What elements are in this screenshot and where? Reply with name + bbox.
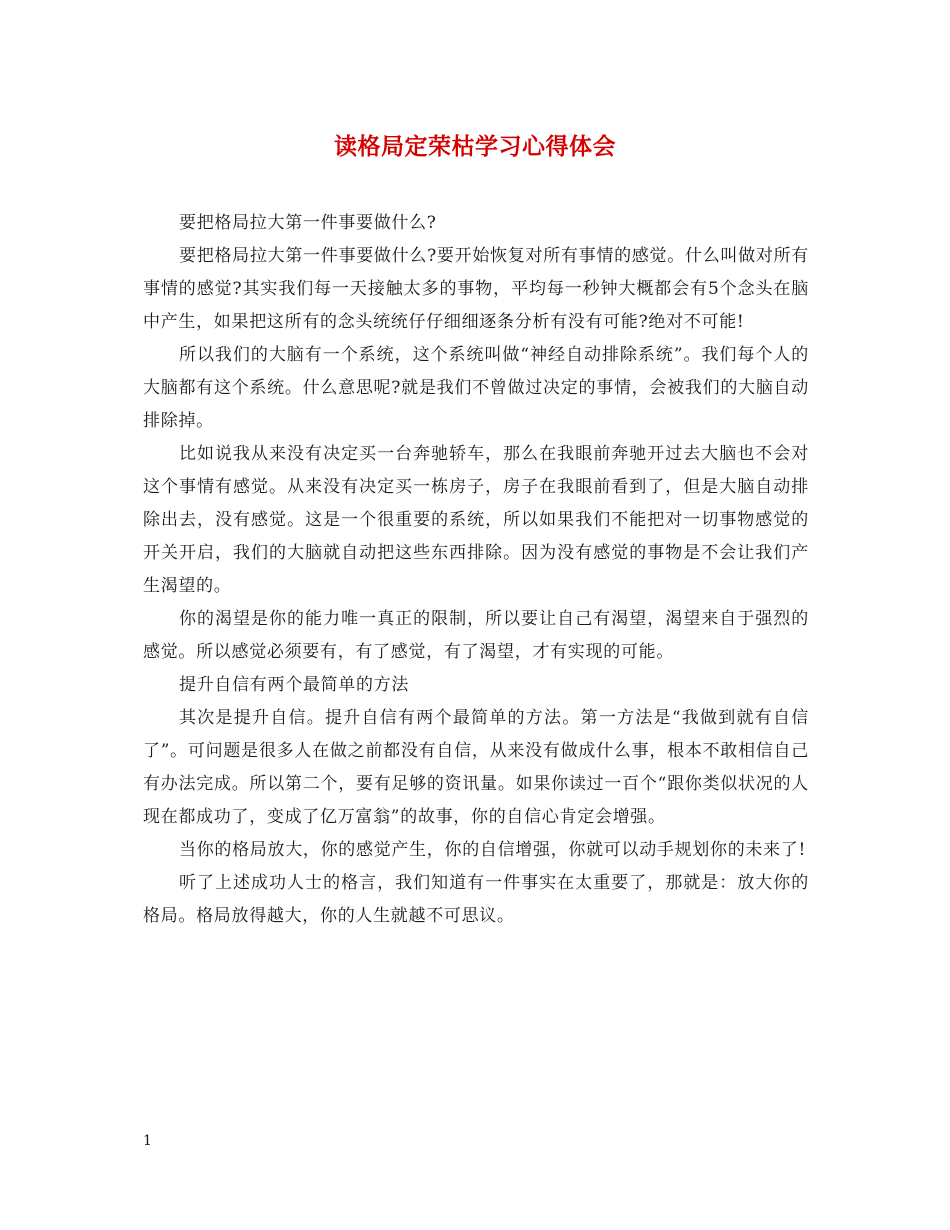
document-title: 读格局定荣枯学习心得体会 [334,134,616,160]
paragraph-6: 提升自信有两个最简单的方法 [179,675,410,695]
paragraph-2: 要把格局拉大第一件事要做什么?要开始恢复对所有事情的感觉。什么叫做对所有事情的感觉?其实我们每一天接触太多的事物，平均每一秒钟大概都会有5个念头在脑中产生，如果把这所有的念头统统仔仔细细逐条分析有没有可能?绝对不可能! [143,246,809,332]
paragraph-1: 要把格局拉大第一件事要做什么? [179,213,437,233]
document-body [143,207,809,933]
paragraph-8: 当你的格局放大，你的感觉产生，你的自信增强，你就可以动手规划你的未来了! [179,840,807,860]
paragraph-9: 听了上述成功人士的格言，我们知道有一件事实在太重要了，那就是：放大你的格局。格局放得越大，你的人生就越不可思议。 [143,873,809,926]
paragraph-5: 你的渴望是你的能力唯一真正的限制，所以要让自己有渴望，渴望来自于强烈的感觉。所以感觉必须要有，有了感觉，有了渴望，才有实现的可能。 [143,609,809,662]
paragraph-3: 所以我们的大脑有一个系统，这个系统叫做“神经自动排除系统”。我们每个人的大脑都有这个系统。什么意思呢?就是我们不曾做过决定的事情，会被我们的大脑自动排除掉。 [143,345,809,431]
paragraph-4: 比如说我从来没有决定买一台奔驰轿车，那么在我眼前奔驰开过去大脑也不会对这个事情有感觉。从来没有决定买一栋房子，房子在我眼前看到了，但是大脑自动排除出去，没有感觉。这是一个很重要的系统，所以如果我们不能把对一切事物感觉的开关开启，我们的大脑就自动把这些东西排除。因为没有感觉的事物是不会让我们产生渴望的。 [143,444,809,596]
paragraph-7: 其次是提升自信。提升自信有两个最简单的方法。第一方法是“我做到就有自信了”。可问题是很多人在做之前都没有自信，从来没有做成什么事，根本不敢相信自己有办法完成。所以第二个，要有足够的资讯量。如果你读过一百个“跟你类似状况的人现在都成功了，变成了亿万富翁”的故事，你的自信心肯定会增强。 [143,708,809,827]
page-number: 1 [143,1133,152,1149]
